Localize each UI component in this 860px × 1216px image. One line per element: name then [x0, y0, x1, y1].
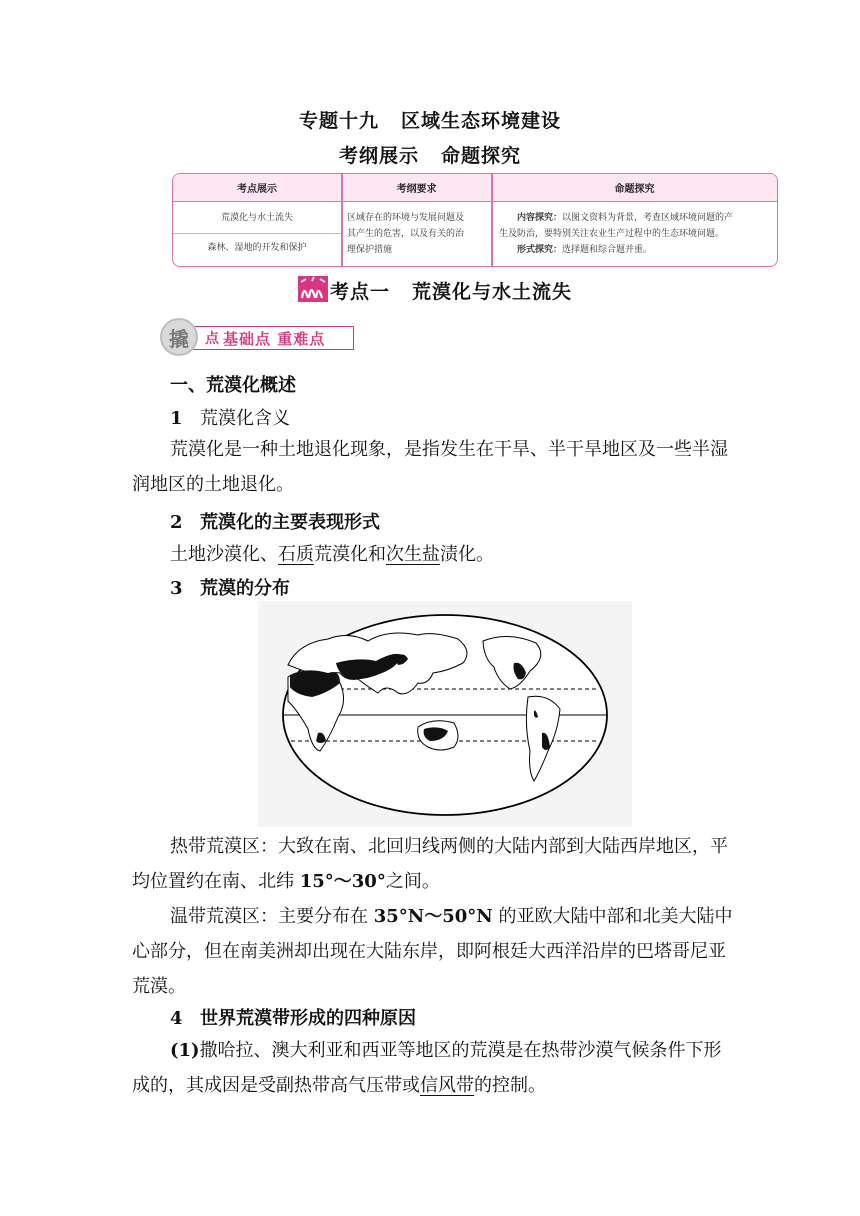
paragraph-temperate-desert: 温带荒漠区：主要分布在 35°N～50°N 的亚欧大陆中部和北美大陆中心部分，但在南美洲却出现在大陆东岸，即阿根廷大西洋沿岸的巴塔哥尼亚荒漠。	[132, 906, 733, 997]
latitude-range: 15°～30°	[299, 871, 386, 892]
form-explore-label: 形式探究：	[517, 245, 563, 255]
title-part-b: 区域生态环境建设	[401, 110, 562, 132]
world-desert-map	[258, 601, 632, 827]
underlined-term: 石质	[278, 544, 314, 565]
title-part-a: 专题十九	[298, 110, 379, 132]
col3-header: 命题探究	[492, 174, 777, 202]
table-divider	[341, 174, 343, 266]
col1-header: 考点展示	[173, 174, 341, 202]
basics-badge	[160, 318, 356, 356]
table-cell-requirement: 区域存在的环境与发展问题及 其产生的危害，以及有关的治 理保护措施	[347, 213, 465, 255]
paragraph-cause-1: (1)撒哈拉、澳大利亚和西亚等地区的荒漠是在热带沙漠气候条件下形成的，其成因是受副热带高气压带或信风带的控制。	[132, 1040, 722, 1096]
paragraph-forms: 土地沙漠化、石质荒漠化和次生盐渍化。	[170, 544, 494, 565]
page-title	[0, 106, 860, 133]
subheading-2: 2 荒漠化的主要表现形式	[170, 512, 380, 533]
col2-header: 考纲要求	[342, 174, 491, 202]
paragraph-definition: 荒漠化是一种土地退化现象，是指发生在干旱、半干旱地区及一些半湿润地区的土地退化。	[132, 439, 728, 495]
content-explore-label: 内容探究：	[517, 213, 563, 223]
subheading-3: 3 荒漠的分布	[170, 578, 290, 599]
subheading-4: 4 世界荒漠带形成的四种原因	[170, 1008, 416, 1029]
page-subtitle	[0, 141, 860, 168]
table-row-divider	[173, 233, 341, 234]
subtitle-part-b: 命题探究	[441, 145, 522, 167]
underlined-term: 信风带	[420, 1075, 474, 1096]
outline-table	[172, 173, 778, 267]
table-divider	[491, 174, 493, 266]
subtitle-part-a: 考纲展示	[338, 145, 419, 167]
table-cell-topic: 森林、湿地的开发和保护	[207, 243, 307, 253]
badge-box	[190, 326, 354, 350]
section-icon	[298, 276, 328, 302]
table-cell-topic: 荒漠化与水土流失	[220, 213, 293, 223]
subheading-1: 1 荒漠化含义	[170, 408, 290, 429]
table-cell-exploration: 内容探究：以图文资料为背景，考查区域环境问题的产 生及防治，要特别关注农业生产过程中的生态环境问题。 形式探究：选择题和综合题并重。	[499, 213, 734, 255]
badge-char: 撬	[160, 318, 198, 356]
section-title: 考点一 荒漠化与水土流失	[330, 281, 573, 303]
heading-desertification-overview: 一、荒漠化概述	[170, 375, 296, 396]
latitude-range: 35°N～50°N	[373, 906, 493, 927]
badge-text: 基础点 重难点	[223, 329, 326, 348]
paragraph-tropical-desert: 热带荒漠区：大致在南、北回归线两侧的大陆内部到大陆西岸地区，平均位置约在南、北纬 15°～30°之间。	[132, 836, 728, 892]
underlined-term: 次生盐	[386, 544, 440, 565]
badge-dian: 点	[205, 331, 219, 347]
